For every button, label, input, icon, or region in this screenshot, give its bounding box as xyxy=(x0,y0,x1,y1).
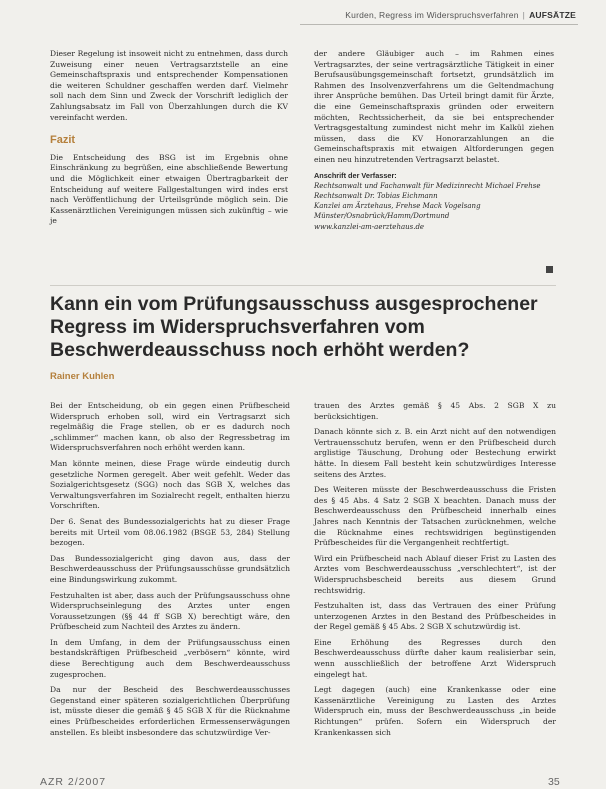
author-website-link[interactable]: www.kanzlei-am-aerztehaus.de xyxy=(314,222,425,231)
paragraph: trauen des Arztes gemäß § 45 Abs. 2 SGB X zu berücksichtigen. xyxy=(314,401,556,421)
divider xyxy=(50,285,556,286)
author-address-block xyxy=(314,171,554,232)
paragraph: Danach könnte sich z. B. ein Arzt nicht auf den notwendigen Vertrauensschutz berufen, wenn er den Prüfbescheid durch arglistige Täuschung, Drohung oder Bestechung erwirkt hätte. In diesem Fall besteht kein schutzwürdiges Interesse seitens des Arztes. xyxy=(314,427,556,479)
fazit-heading: Fazit xyxy=(50,134,76,147)
paragraph: Eine Erhöhung des Regresses durch den Beschwerdeausschuss dürfte daher kaum realisierbar sein, wenn ausschließlich der betroffene Arzt Widerspruch eingelegt hat. xyxy=(314,637,556,679)
paragraph: Bei der Entscheidung, ob ein gegen einen Prüfbescheid Widerspruch erhoben soll, wird ein Vertragsarzt sich regelmäßig die Frage stellen, ob er es dadurch noch „schlimmer“ machen kann, ob also der Regressbetrag im Widerspruchsverfahren noch erhöht werden kann. xyxy=(50,401,290,453)
section-label: AUFSÄTZE xyxy=(529,10,576,20)
paragraph: Die Entscheidung des BSG ist im Ergebnis ohne Einschränkung zu begrüßen, eine abschließende Bewertung und die Möglichkeit einer etwaigen Übertragbarkeit der Entscheidung auf weitere Fallgestaltungen wird indes erst nach Veröffentlichung der Urteilsgründe möglich sein. Die Kassenärztlichen Vereinigungen müssen sich zukünftig – wie je xyxy=(50,152,288,226)
header-rule xyxy=(300,24,578,25)
top-right-column xyxy=(314,49,554,232)
running-title: Kurden, Regress im Widerspruchsverfahren xyxy=(345,10,519,20)
paragraph: Dieser Regelung ist insoweit nicht zu entnehmen, dass durch Zuweisung einer neuen Vertragsarztstelle an eine Gemeinschaftspraxis und entsprechender Kompensationen die weiteren Schuldner geschaffen werden darf. Vielmehr soll nach dem Sinn und Zweck der Vorschrift lediglich der Zahlungsabsatz im Fall von Überzahlungen durch die KV vereinfacht werden. xyxy=(50,49,288,122)
top-left-column xyxy=(50,49,288,232)
paragraph: Festzuhalten ist aber, dass auch der Prüfungsausschuss ohne Widerspruchseinlegung des Arztes unter engen Voraussetzungen (§§ 44 ff SGB X) berechtigt wäre, den Prüfbescheid zum Nachteil des Arztes zu ändern. xyxy=(50,590,290,632)
paragraph: Da nur der Bescheid des Beschwerdeausschusses Gegenstand einer späteren sozialgerichtlichen Überprüfung ist, müsste dieser die gemäß § 45 SGB X für die Rücknahme eines Prüfbescheides erforderlichen Ermessenserwägungen anstellen. Es bleibt insbesondere das schutzwürdige Ver- xyxy=(50,685,290,737)
page-number: 35 xyxy=(548,776,560,788)
running-header xyxy=(345,10,576,20)
paragraph: In dem Umfang, in dem der Prüfungsausschuss einen bestandskräftigen Prüfbescheid „verbösern“ könnte, wird diese Berechtigung auch dem Beschwerdeausschuss zugesprochen. xyxy=(50,637,290,679)
author-line: Kanzlei am Ärztehaus, Frehse Mack Vogelsang xyxy=(314,202,481,211)
paragraph: Wird ein Prüfbescheid nach Ablauf dieser Frist zu Lasten des Arztes vom Beschwerdeausschuss „verschlechtert“, ist der Widerspruchsbescheid bereits aus diesem Grund rechtswidrig. xyxy=(314,553,556,595)
bottom-left-column xyxy=(50,401,290,743)
article-author: Rainer Kuhlen xyxy=(50,371,115,382)
paragraph: Der 6. Senat des Bundessozialgerichts hat zu dieser Frage bereits mit Urteil vom 08.06.1982 (BSGE 53, 284) Stellung bezogen. xyxy=(50,516,290,548)
header-separator: | xyxy=(522,10,526,20)
author-line: Münster/Osnabrück/Hamm/Dortmund xyxy=(314,212,450,221)
paragraph: Legt dagegen (auch) eine Krankenkasse oder eine Kassenärztliche Vereinigung zu Lasten des Arztes Widerspruch ein, muss der Beschwerdeausschuss „in beide Richtungen“ prüfen. Sofern ein Widerspruch der Krankenkassen sich xyxy=(314,685,556,737)
paragraph: der andere Gläubiger auch – im Rahmen eines Vertragsarztes, der seine vertragsärztliche Tätigkeit in einer Berufsausübungsgemeinschaft fortsetzt, grundsätzlich im Rahmen des Insolvenzverfahrens um die Geltendmachung ihrer Ansprüche bemühen. Das Urteil bringt damit für Ärzte, die eine Gemeinschaftspraxis gründen oder erweitern möchten, Rechtssicherheit, da sie bei entsprechender Vertragsgestaltung zumindest nicht mehr im Kalkül ziehen müssen, dass die KV Honorarzahlungen an die Gemeinschaftspraxis mit etwaigen Altforderungen gegen einen neu hinzutretenden Vertragsarzt belastet. xyxy=(314,49,554,164)
paragraph: Festzuhalten ist, dass das Vertrauen des einer Prüfung unterzogenen Arztes in den Bestand des Prüfbescheides in der Regel gemäß § 45 Abs. 2 SGB X schutzwürdig ist. xyxy=(314,601,556,632)
article-title: Kann ein vom Prüfungsausschuss ausgesprochener Regress im Widerspruchsverfahren vom Beschwerdeausschuss noch erhöht werden? xyxy=(50,293,538,361)
journal-issue: AZR 2/2007 xyxy=(40,776,107,788)
end-of-article-square-icon xyxy=(546,266,553,273)
paragraph: Man könnte meinen, diese Frage würde eindeutig durch gesetzliche Normen geregelt. Aber weit gefehlt. Weder das Sozialgerichtsgesetz (SGG) noch das SGB X, welches das Verwaltungsverfahren im Sozialrecht regelt, enthalten hierzu Vorschriften. xyxy=(50,458,290,511)
bottom-right-column xyxy=(314,401,556,743)
author-line: Rechtsanwalt und Fachanwalt für Medizinrecht Michael Frehse xyxy=(314,181,541,190)
author-address-label: Anschrift der Verfasser: xyxy=(314,170,397,180)
paragraph: Des Weiteren müsste der Beschwerdeausschuss die Fristen des § 45 Abs. 4 Satz 2 SGB X beachten. Danach muss der Beschwerdeausschuss den Prüfbescheid innerhalb eines Jahres nach Kenntnis der Tatsachen zurücknehmen, welche die Rücknahme eines rechtswidrigen begünstigenden Prüfbescheides für die Vergangenheit rechtfertigt. xyxy=(314,485,556,548)
author-line: Rechtsanwalt Dr. Tobias Eichmann xyxy=(314,191,438,200)
paragraph: Das Bundessozialgericht ging davon aus, dass der Beschwerdeausschuss der Prüfungsausschüsse grundsätzlich eine Bindungswirkung zukommt. xyxy=(50,553,290,584)
